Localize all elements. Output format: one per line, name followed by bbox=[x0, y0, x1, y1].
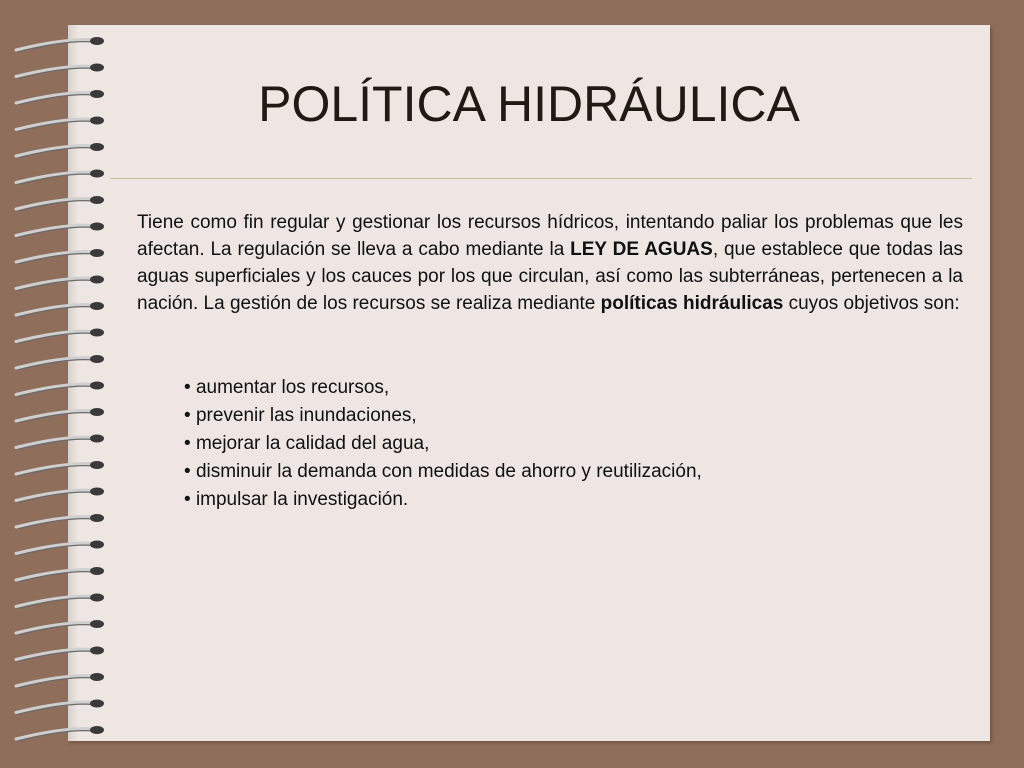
intro-paragraph bbox=[137, 209, 963, 317]
binding-hole bbox=[90, 143, 104, 151]
binding-hole bbox=[90, 594, 104, 602]
binding-hole bbox=[90, 302, 104, 310]
binding-hole bbox=[90, 567, 104, 575]
paragraph-text-2: , que establece que todas las aguas superficiales y los cauces por los que circulan, así como las subterráneas, pertenecen a la nación. La gestión de los recursos se realiza mediante bbox=[137, 239, 963, 314]
binding-hole bbox=[90, 726, 104, 734]
page-title: POLÍTICA HIDRÁULICA bbox=[258, 76, 800, 132]
binding-hole bbox=[90, 170, 104, 178]
list-item: • aumentar los recursos, bbox=[184, 374, 944, 402]
binding-hole bbox=[90, 196, 104, 204]
binding-hole bbox=[90, 37, 104, 45]
list-item: • mejorar la calidad del agua, bbox=[184, 430, 944, 458]
binding-hole bbox=[90, 249, 104, 257]
binding-hole bbox=[90, 355, 104, 363]
binding-hole bbox=[90, 700, 104, 708]
binding-hole bbox=[90, 541, 104, 549]
binding-hole bbox=[90, 276, 104, 284]
paragraph-text-3: cuyos objetivos son: bbox=[783, 293, 960, 314]
paragraph-bold-politicas: políticas hidráulicas bbox=[600, 293, 784, 314]
binding-hole bbox=[90, 461, 104, 469]
binding-hole bbox=[90, 223, 104, 231]
paragraph-bold-ley: LEY DE AGUAS bbox=[570, 239, 713, 260]
title-divider bbox=[110, 178, 972, 179]
binding-hole bbox=[90, 408, 104, 416]
binding-hole bbox=[90, 435, 104, 443]
paragraph-text-1: Tiene como fin regular y gestionar los recursos hídricos, intentando paliar los problemas que les afectan. La regulación se lleva a cabo mediante la bbox=[137, 212, 963, 260]
binding-hole bbox=[90, 673, 104, 681]
list-item: • prevenir las inundaciones, bbox=[184, 402, 944, 430]
binding-hole bbox=[90, 647, 104, 655]
list-item: • disminuir la demanda con medidas de ahorro y reutilización, bbox=[184, 458, 944, 486]
binding-hole bbox=[90, 488, 104, 496]
list-item: • impulsar la investigación. bbox=[184, 486, 944, 514]
binding-hole bbox=[90, 620, 104, 628]
binding-hole bbox=[90, 514, 104, 522]
binding-hole bbox=[90, 64, 104, 72]
objectives-list bbox=[184, 374, 944, 514]
binding-hole bbox=[90, 329, 104, 337]
binding-hole bbox=[90, 382, 104, 390]
